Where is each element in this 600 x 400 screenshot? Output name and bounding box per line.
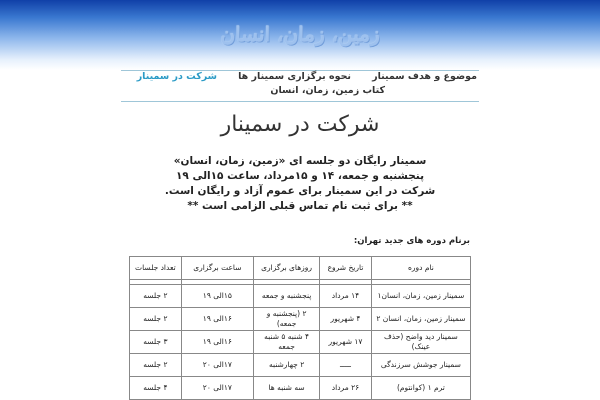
table-cell: ۲۶ مرداد [320, 377, 372, 400]
table-cell: ۲ چهارشنبه [254, 354, 320, 377]
intro-line-3: شرکت در این سمینار برای عموم آزاد و رایگان است. [164, 185, 436, 197]
table-row [130, 308, 471, 331]
table-cell: ۴ شهریور [320, 308, 372, 331]
table-cell: ۲ جلسه [130, 285, 182, 308]
intro-line-1: سمینار رایگان دو جلسه ای «زمین، زمان، انسان» [173, 155, 427, 167]
table-cell: سمینار زمین، زمان، انسان ۲ [371, 308, 470, 331]
table-cell: ۱۷ شهریور [320, 331, 372, 354]
table-header-cell: ساعت برگزاری [181, 257, 253, 280]
table-cell: ۱۷الی ۲۰ [181, 377, 253, 400]
table-cell: ۱۴ مرداد [320, 285, 372, 308]
header-banner [0, 0, 600, 70]
table-row [130, 354, 471, 377]
table-row [130, 377, 471, 400]
table-cell: ۲ جلسه [130, 354, 182, 377]
table-header-cell: تاریخ شروع [320, 257, 372, 280]
table-cell: ۴ شنبه ۵ شنبه جمعه [254, 331, 320, 354]
table-cell: سمینار زمین، زمان، انسان۱ [371, 285, 470, 308]
nav-item-join-seminar[interactable]: شرکت در سمینار [136, 71, 217, 82]
nav-item-book[interactable]: کتاب زمین، زمان، انسان [270, 85, 385, 96]
table-cell: سمینار دید واضح (حذف عینک) [371, 331, 470, 354]
nav-item-how-seminars[interactable]: نحوه برگزاری سمینار ها [238, 71, 351, 82]
table-cell: ۱۷الی ۲۰ [181, 354, 253, 377]
main-nav [121, 70, 479, 102]
table-cell: ۳ جلسه [130, 331, 182, 354]
table-header-cell: تعداد جلسات [130, 257, 182, 280]
table-cell: ۱۵الی ۱۹ [181, 285, 253, 308]
table-row [130, 331, 471, 354]
table-cell: ۲ (پنجشنبه و جمعه) [254, 308, 320, 331]
table-cell: ـــــ [320, 354, 372, 377]
table-cell: سمینار جوشش سرزندگی [371, 354, 470, 377]
table-cell: ترم ۱ (کوانتوم) [371, 377, 470, 400]
table-cell: ۱۶الی ۱۹ [181, 331, 253, 354]
table-header-cell: روزهای برگزاری [254, 257, 320, 280]
nav-item-topic-goal[interactable]: موضوع و هدف سمینار [372, 71, 477, 82]
courses-table [129, 256, 471, 400]
seminar-intro [150, 154, 450, 214]
table-cell: پنجشنبه و جمعه [254, 285, 320, 308]
table-cell: ۴ جلسه [130, 377, 182, 400]
site-logo[interactable]: زمین، زمان، انسان [220, 22, 380, 46]
table-cell: ۲ جلسه [130, 308, 182, 331]
intro-line-4: ** برای ثبت نام تماس قبلی الزامی است ** [187, 200, 413, 212]
table-cell: سه شنبه ها [254, 377, 320, 400]
table-header-row [130, 257, 471, 280]
table-cell: ۱۶الی ۱۹ [181, 308, 253, 331]
intro-line-2: پنجشنبه و جمعه، ۱۴ و ۱۵مرداد، ساعت ۱۵الی ۱۹ [175, 170, 425, 182]
courses-table-title: برنام‌ دوره های جدید تهران: [353, 236, 470, 246]
table-header-cell: نام دوره [371, 257, 470, 280]
page-title: شرکت در سمینار [220, 112, 380, 137]
table-row [130, 285, 471, 308]
